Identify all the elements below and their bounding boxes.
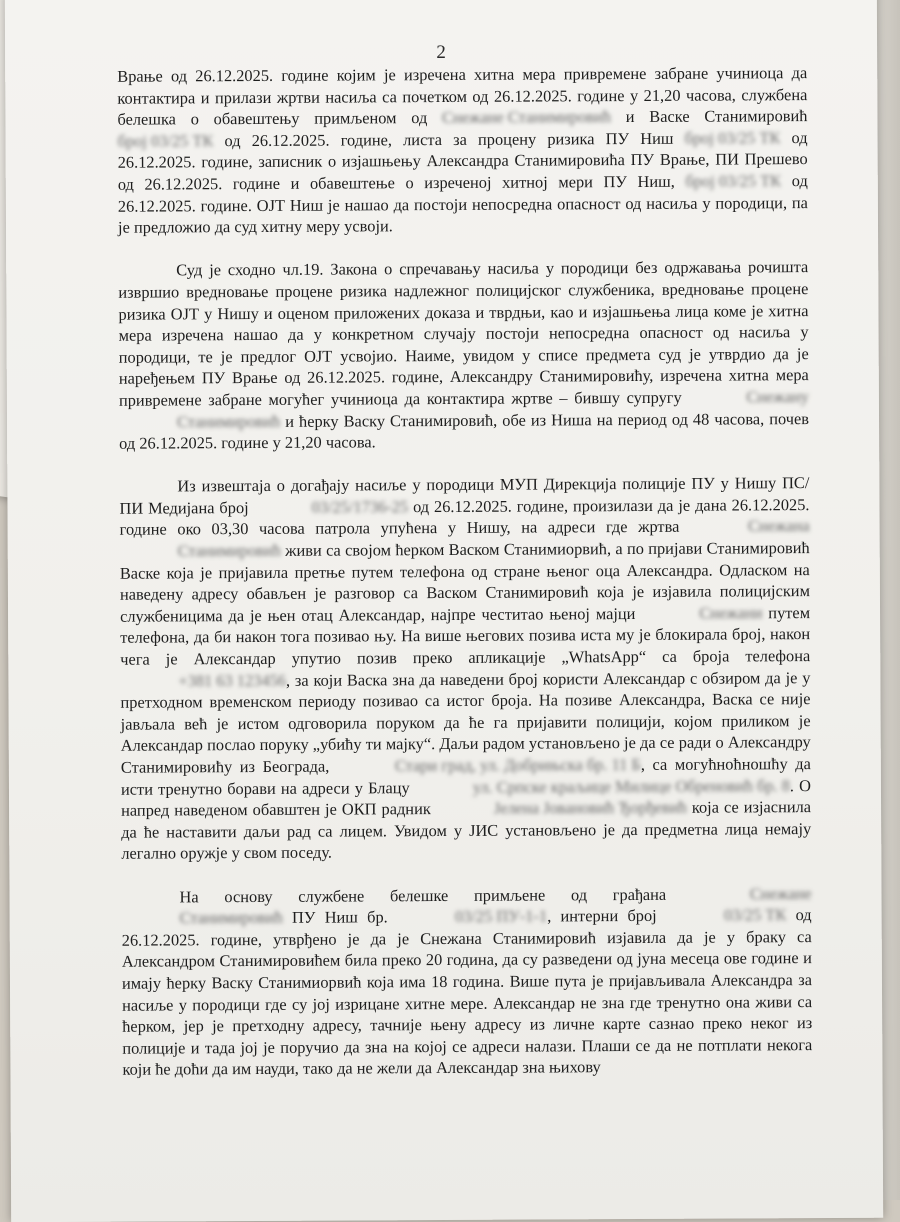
paragraph-text: Из извештаја о догађају насиље у породици МУП Дирекција полиције ПУ у Нишу ПС/ПИ Медијана број	[119, 473, 809, 517]
paragraph-text: На основу службене белешке примљене од грађана	[179, 884, 691, 906]
paragraph-text: , са могућноћношћу да исти тренутно борави на адреси у Блацу	[121, 754, 811, 798]
paragraph-text: која се изјаснила да ће наставити даљи рад са лицем. Увидом у ЈИС установљено је да предметна лица немају легално оружје у свом поседу.	[121, 797, 811, 863]
redacted-text: Јелена Јовановић Ђорђевић	[436, 800, 687, 817]
paragraph-text: живи са својом ћерком Васком Станимиорвић, а по пријави Станимировић Васке која је пријавила претње путем телефона од стране њеног оца Александра. Одласком на наведену адресу обављен је разговор са Васком Станимировић која је изјавила полицијским службеницима да је њен отац Александар, најпре честитао њеној мајци	[120, 538, 810, 625]
redacted-text: број 03/25 ТК	[685, 173, 781, 190]
paragraph-text: , за који Васка зна да наведени број користи Александар с обзиром да је у претходном временском периоду позивао са истог броја. На позиве Александра, Васка се није јављала већ је истом одговорила поруком да ће га пријавити полицији, којом приликом је Александар послао поруку „убићу ти мајку“. Даљи радом установљено је да се ради о Александру Станимировићу из Београда,	[120, 668, 810, 777]
redacted-text: број 03/25 ТК	[118, 133, 214, 150]
redacted-text: Стари град, ул. Добрињска бр. 11 Б	[337, 757, 641, 775]
redacted-text: Станимировић	[119, 413, 280, 430]
redacted-text: Снежане	[692, 886, 812, 903]
paragraph-3	[119, 472, 811, 864]
redacted-text: 03/25 ПУ-1-1	[397, 909, 547, 926]
redacted-text: Снежани	[641, 605, 762, 622]
page-number: 2	[5, 40, 877, 67]
redacted-text: Станимировић	[120, 543, 281, 560]
paragraph-text: Врање од 26.12.2025. године којим је изречена хитна мера привремене забране учиниоца да контактира и прилази жртви насиља са почетком од 26.12.2025. године у 21,20 часова, службена белешка о обавештењу примљеном од	[117, 63, 807, 129]
paragraph-text: од 26.12.2025. године. ОЈТ Ниш је нашао да постоји непосредна опасност од насиља у породици, па је предложио да суд хитну меру усвоји.	[118, 171, 808, 237]
paragraph-text: и ћерку Васку Станимировић, обе из Ниша на период од 48 часова, почев од 26.12.2025. године у 21,20 часова.	[119, 409, 809, 453]
redacted-text: ул. Српске краљице Милице Обреновић бр. 8	[415, 778, 790, 796]
paragraph-text: . О напред наведеном обавштен је ОКП радник	[121, 776, 811, 820]
paragraph-1	[117, 62, 808, 238]
redacted-text: 03/25/1736-25	[254, 499, 409, 516]
redacted-text: +381 63 123456	[120, 672, 286, 689]
redacted-text: Станимировић	[122, 910, 283, 927]
paragraph-text: од 26.12.2025. године, записник о изјашњењу Александра Станимировића ПУ Врање, ПИ Прешево од 26.12.2025. године и обавештење о изреченој хитној мери ПУ Ниш,	[118, 128, 808, 194]
document-body	[117, 62, 812, 1102]
paragraph-text: од 26.12.2025. године, произилази да је дана 26.12.2025. године око 03,30 часова патрола упућена у Нишу, на адреси где жртва	[120, 495, 810, 539]
document-page	[5, 0, 883, 1222]
paragraph-text: , интерни број	[547, 906, 666, 926]
paragraph-text: и Васке Станимировић	[611, 106, 808, 126]
paragraph-2	[118, 256, 809, 454]
paragraph-text: од 26.12.2025. године, листа за процену ризика ПУ Ниш	[213, 129, 684, 150]
paragraph-4	[121, 883, 812, 1081]
paragraph-text: од 26.12.2025. године, утврђено је да је Снежана Станимировић изјавила да је у браку са Александром Станимировићем била преко 20 година, да су разведени од јуна месеца ове године и имају ћерку Васку Станимиорвић која има 18 година. Више пута је пријављивала Александра за насиље у породици где су јој изрицане хитне мере. Александар не зна где тренутно она живи са ћерком, јер је претходну адресу, тачније њену адресу из личне карте сазнао преко неког из полиције и тада јој је поручио да зна на којој се адреси налази. Плаши се да не потплати некога који ће доћи да им науди, тако да не жели да Александар зна њихову	[122, 905, 813, 1079]
paragraph-text: путем телефона, да би након тога позивао њу. На више његових позива иста му је блокирала број, након чега је Александар упутио позив преко апликације „WhatsApp“ са броја телефона	[120, 603, 810, 669]
redacted-text: 03/25 ТК	[666, 907, 786, 924]
redacted-text: Снежану	[688, 389, 809, 406]
redacted-text: Снежане Станимировић	[442, 109, 611, 126]
redacted-text: Снежана	[690, 519, 810, 536]
paragraph-text: Суд је сходно чл.19. Закона о спречавању насиља у породици без одржавања рочишта извршио вредновање процене ризика надлежног полицијског службеника, вредновање процене ризика ОЈТ у Нишу и оценом приложених доказа и тврдњи, као и изјашњења лица коме је хитна мера изречена нашао да у конкретном случају постоји непосредна опасност од насиља у породици, те је предлог ОЈТ усвојио. Наиме, увидом у списе предмета суд је утврдио да је наређењем ПУ Врање од 26.12.2025. године, Александру Станимировићу, изречена хитна мера привремене забране могућег учиниоца да контактира жртве – бившу супругу	[118, 257, 809, 409]
paragraph-text: ПУ Ниш бр.	[283, 907, 397, 927]
redacted-text: број 03/25 ТК	[685, 130, 781, 147]
